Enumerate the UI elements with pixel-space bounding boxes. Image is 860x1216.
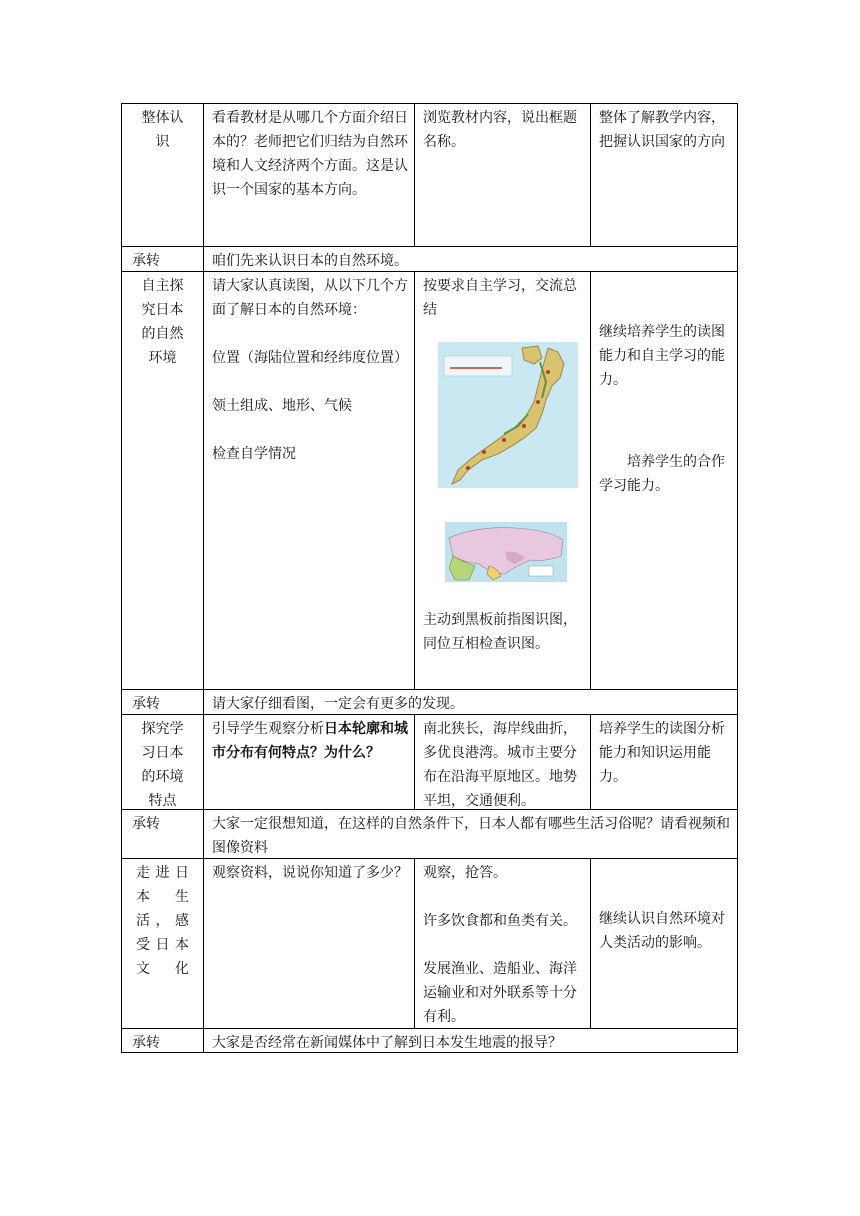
student-text: 发展渔业、造船业、海洋运输业和对外联系等十分有利。	[423, 961, 577, 1025]
transition-label: 承转	[121, 690, 203, 714]
teacher-text: 引导学生观察分析	[212, 721, 324, 737]
teacher-text: 检查自学情况	[212, 446, 296, 462]
transition-row	[121, 246, 738, 271]
transition-text: 大家是否经常在新闻媒体中了解到日本发生地震的报导？	[203, 1029, 738, 1052]
student-text: 主动到黑板前指图识图，同位互相检查识图。	[423, 612, 577, 652]
teacher-activity-cell	[203, 715, 414, 809]
teacher-text: 位置（海陆位置和经纬度位置）	[212, 350, 408, 366]
teacher-activity-cell	[203, 272, 414, 689]
teacher-activity-cell: 看看教材是从哪几个方面介绍日本的？老师把它们归结为自然环境和人文经济两个方面。这是认识一个国家的基本方向。	[203, 104, 414, 246]
design-intent-cell	[590, 272, 738, 689]
transition-row	[121, 809, 738, 858]
transition-text: 请大家仔细看图，一定会有更多的发现。	[203, 690, 738, 714]
transition-label: 承转	[121, 247, 203, 271]
design-intent-cell: 培养学生的读图分析能力和知识运用能力。	[590, 715, 738, 809]
transition-label: 承转	[121, 810, 203, 858]
student-activity-cell: 南北狭长，海岸线曲折，多优良港湾。城市主要分布在沿海平原地区。地势平坦，交通便利。	[414, 715, 590, 809]
transition-label: 承转	[121, 1029, 203, 1052]
intent-text: 继续认识自然环境对人类活动的影响。	[599, 911, 725, 951]
teacher-text: 请大家认真读图，从以下几个方面了解日本的自然环境：	[212, 278, 408, 318]
transition-text: 大家一定很想知道，在这样的自然条件下，日本人都有哪些生活习俗呢？请看视频和图像资料	[203, 810, 738, 858]
student-activity-cell: 浏览教材内容，说出框题名称。	[414, 104, 590, 246]
student-text: 按要求自主学习，交流总结	[423, 278, 577, 318]
stage-cell: 自主探究日本的自然环境	[121, 272, 203, 689]
student-activity-cell	[414, 859, 590, 1028]
design-intent-cell: 整体了解教学内容，把握认识国家的方向	[590, 104, 738, 246]
teacher-text: 领土组成、地形、气候	[212, 398, 352, 414]
intent-text: 继续培养学生的读图能力和自主学习的能力。	[599, 324, 725, 388]
lesson-plan-table	[121, 103, 738, 1053]
student-text: 观察，抢答。	[423, 865, 507, 881]
stage-cell: 探究学习日本的环境特点	[121, 715, 203, 809]
table-row-self-study	[121, 271, 738, 689]
student-activity-cell	[414, 272, 590, 689]
design-intent-cell	[590, 859, 738, 1028]
transition-row	[121, 1028, 738, 1053]
intent-text: 培养学生的合作学习能力。	[599, 454, 725, 494]
asia-map-image	[445, 522, 567, 582]
table-row-overall	[121, 103, 738, 246]
table-row-explore	[121, 714, 738, 809]
japan-map-image	[438, 342, 578, 488]
transition-text: 咱们先来认识日本的自然环境。	[203, 247, 738, 271]
table-row-culture	[121, 858, 738, 1028]
teacher-activity-cell: 观察资料，说说你知道了多少？	[203, 859, 414, 1028]
teacher-question: 日本轮廓和城市分布有何特点？为什么？	[212, 721, 408, 761]
transition-row	[121, 689, 738, 714]
stage-cell: 整体认识	[121, 104, 203, 246]
student-text: 许多饮食都和鱼类有关。	[423, 913, 577, 929]
stage-cell: 走进日本生活，感受日本文化	[121, 859, 203, 1028]
